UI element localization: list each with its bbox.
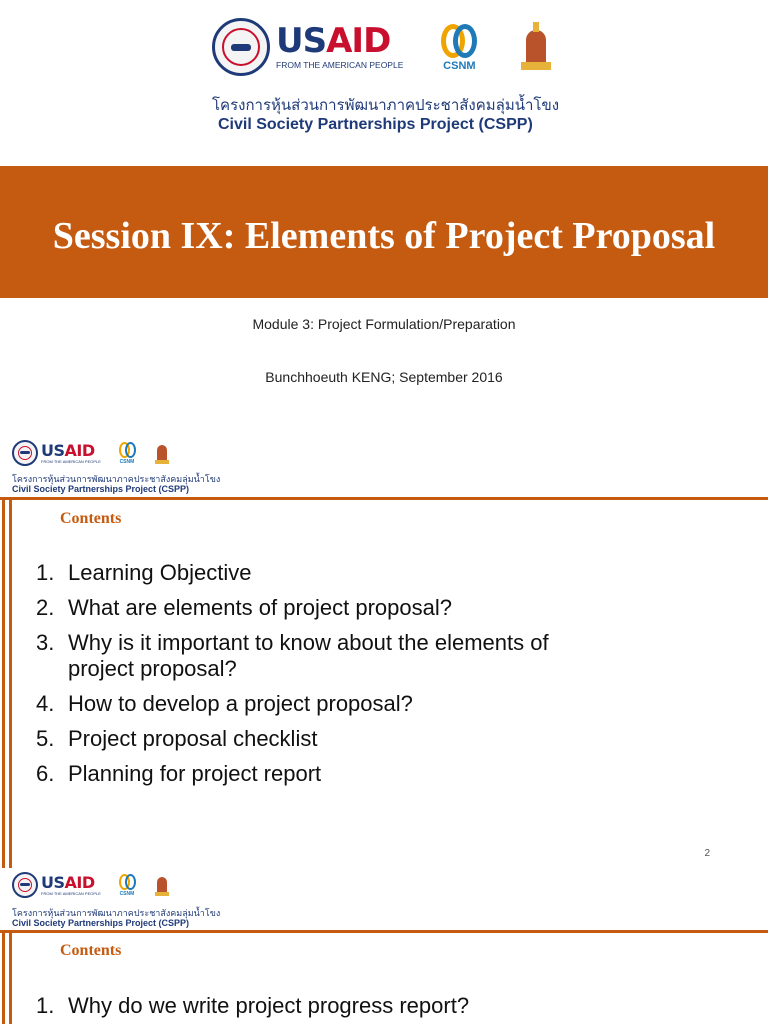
- usaid-seal-icon: [212, 18, 270, 76]
- partner-logos: [12, 872, 169, 898]
- contents-item-number: 2.: [36, 595, 55, 620]
- contents-slide: [0, 432, 768, 868]
- contents-item: [36, 630, 616, 682]
- usaid-seal-icon: [12, 440, 38, 466]
- contents-heading: Contents: [60, 510, 122, 527]
- csnm-icon: [437, 22, 481, 60]
- contents-item: [36, 691, 616, 717]
- usaid-seal-icon: [12, 872, 38, 898]
- contents-item: [36, 726, 616, 752]
- partner-logos: [12, 440, 169, 466]
- header-divider: [0, 930, 768, 933]
- project-thai-name: โครงการหุ้นส่วนการพัฒนาภาคประชาสังคมลุ่มน้ำโขง: [212, 96, 560, 114]
- contents-item: [36, 560, 616, 586]
- csnm-icon: [117, 873, 137, 891]
- partner-logos: [212, 18, 551, 76]
- usaid-wordmark: USAID FROM THE AMERICAN PEOPLE: [41, 440, 101, 464]
- csnm-logo: CSNM: [437, 22, 481, 72]
- contents-item-number: 1.: [36, 560, 55, 585]
- usaid-tagline: FROM THE AMERICAN PEOPLE: [276, 60, 404, 70]
- contents-item-number: 4.: [36, 691, 55, 716]
- project-english-name: Civil Society Partnerships Project (CSPP): [12, 484, 190, 494]
- contents-list: [36, 560, 616, 796]
- university-emblem-icon: [521, 20, 551, 74]
- contents-item-text: How to develop a project proposal?: [68, 691, 413, 716]
- contents-item-text: Why is it important to know about the elements of project proposal?: [68, 630, 549, 681]
- contents-item: [36, 993, 616, 1019]
- csnm-icon: [117, 441, 137, 459]
- university-emblem-icon: [155, 440, 169, 466]
- session-banner: [0, 166, 768, 298]
- left-accent-bars: [0, 500, 14, 868]
- contents-item-number: 1.: [36, 993, 55, 1018]
- project-english-name: Civil Society Partnerships Project (CSPP): [218, 116, 533, 133]
- contents-item-text: Why do we write project progress report?: [68, 993, 470, 1018]
- usaid-wordmark: USAID FROM THE AMERICAN PEOPLE: [276, 21, 404, 70]
- usaid-tagline: FROM THE AMERICAN PEOPLE: [41, 890, 101, 896]
- contents-item: [36, 595, 616, 621]
- contents-item-text: What are elements of project proposal?: [68, 595, 452, 620]
- contents-item-number: 3.: [36, 630, 55, 655]
- usaid-tagline: FROM THE AMERICAN PEOPLE: [41, 458, 101, 464]
- contents-item: [36, 761, 616, 787]
- project-thai-name: โครงการหุ้นส่วนการพัฒนาภาคประชาสังคมลุ่มน้ำโขง: [12, 909, 221, 919]
- author-date: Bunchhoeuth KENG; September 2016: [265, 369, 503, 385]
- contents-item-text: Learning Objective: [68, 560, 252, 585]
- project-thai-name: โครงการหุ้นส่วนการพัฒนาภาคประชาสังคมลุ่มน้ำโขง: [12, 475, 221, 485]
- csnm-logo: CSNM: [117, 441, 137, 465]
- contents-slide-continued: [0, 868, 768, 1024]
- contents-item-number: 6.: [36, 761, 55, 786]
- contents-list: [36, 993, 616, 1024]
- session-title: Session IX: Elements of Project Proposal: [52, 215, 716, 257]
- page-number: 2: [704, 848, 710, 859]
- header-divider: [0, 497, 768, 500]
- csnm-logo: CSNM: [117, 873, 137, 897]
- university-emblem-icon: [155, 872, 169, 898]
- contents-item-text: Project proposal checklist: [68, 726, 318, 751]
- contents-heading: Contents: [60, 942, 122, 959]
- left-accent-bars: [0, 933, 14, 1024]
- contents-item-number: 5.: [36, 726, 55, 751]
- usaid-wordmark: USAID FROM THE AMERICAN PEOPLE: [41, 872, 101, 896]
- contents-item-text: Planning for project report: [68, 761, 322, 786]
- module-subtitle: Module 3: Project Formulation/Preparation: [252, 316, 516, 332]
- project-english-name: Civil Society Partnerships Project (CSPP): [12, 918, 190, 928]
- title-slide: [0, 0, 768, 432]
